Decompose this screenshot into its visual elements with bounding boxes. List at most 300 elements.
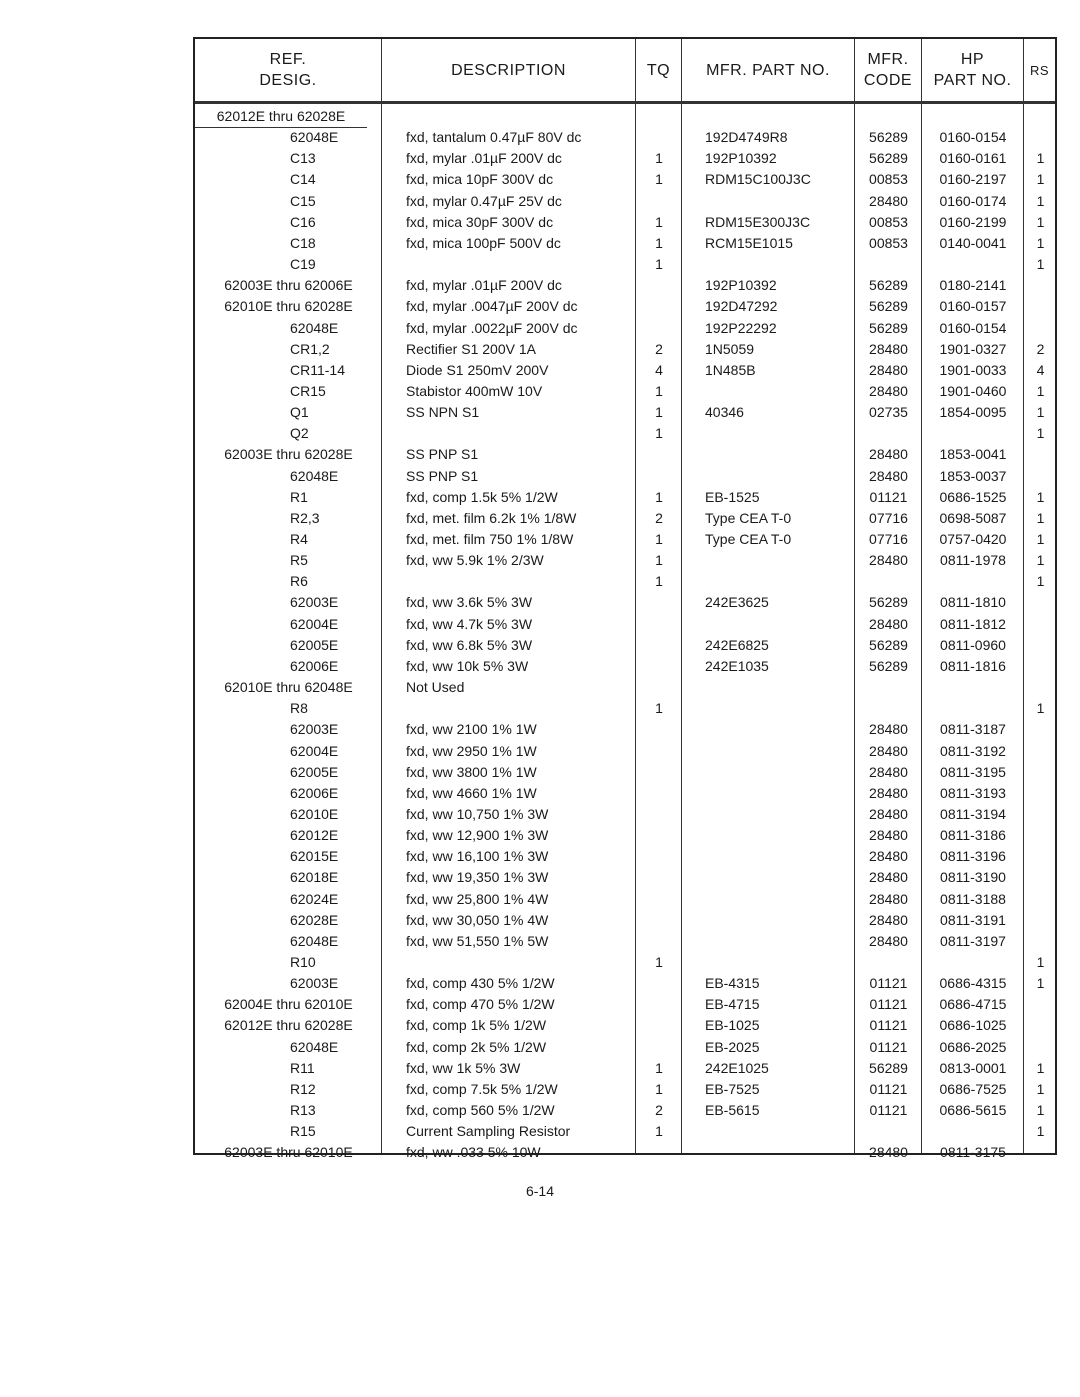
cell-mfr-code: 28480 [869,890,908,907]
cell-description: fxd, ww 51,550 1% 5W [406,932,549,949]
cell-ref-desig: C16 [290,213,316,230]
table-row [195,1037,1055,1058]
cell-mfr-part-no: Type CEA T-0 [705,531,792,547]
cell-ref-desig: 62012E [290,827,339,844]
cell-ref-desig: R2,3 [290,509,320,526]
cell-ref-desig: R6 [290,573,308,590]
cell-mfr-code: 28480 [869,340,908,357]
cell-mfr-code: 56289 [869,319,908,336]
cell-description: SS NPN S1 [406,404,480,421]
cell-ref-desig: R10 [290,954,316,970]
table-row [195,910,1055,931]
cell-mfr-code: 01121 [869,996,908,1013]
header-text: CODE [863,72,913,89]
table-row [195,592,1055,613]
table-row [195,762,1055,783]
cell-description: fxd, mylar .0022µF 200V dc [406,319,578,336]
table-row [195,508,1055,529]
cell-mfr-part-no: 192D47292 [705,298,778,315]
cell-description: SS PNP S1 [406,446,479,463]
cell-ref-desig: R15 [290,1123,316,1140]
cell-hp-part-no: 0811-1812 [940,615,1006,632]
cell-total-qty: 1 [655,573,663,590]
cell-description: fxd, ww 16,100 1% 3W [406,848,549,865]
cell-mfr-code: 28480 [869,192,908,209]
cell-hp-part-no: 0811-3175 [940,1144,1006,1161]
cell-ref-desig: C18 [290,234,316,251]
table-row [195,191,1055,212]
header-text: DESCRIPTION [451,61,566,79]
cell-mfr-code: 01121 [869,975,908,992]
cell-total-qty: 1 [655,700,663,717]
table-row [195,444,1055,465]
cell-ref-desig: C14 [290,171,316,188]
cell-total-qty: 1 [655,531,663,547]
cell-mfr-code: 56289 [869,657,908,674]
cell-recommended-spares: 1 [1036,234,1045,251]
cell-description: fxd, mica 10pF 300V dc [406,171,554,188]
cell-total-qty: 1 [655,404,663,421]
cell-ref-desig: 62010E thru 62048E [224,679,353,696]
table-row [195,1079,1055,1100]
cell-hp-part-no: 0811-3187 [940,721,1006,738]
cell-description: fxd, ww 5.9k 1% 2/3W [406,552,544,569]
header-text: PART NO. [933,72,1012,89]
cell-ref-desig: R5 [290,552,308,569]
cell-hp-part-no: 0811-3196 [940,848,1006,865]
cell-mfr-part-no: 192P10392 [705,277,777,294]
header-rs [1024,39,1055,101]
cell-ref-desig: 62048E [290,1038,339,1055]
cell-ref-desig: 62003E thru 62028E [224,446,353,463]
cell-ref-desig: 62048E [290,129,339,146]
cell-ref-desig: 62024E [290,890,339,907]
cell-description: fxd, ww 2950 1% 1W [406,742,537,759]
cell-mfr-code: 28480 [869,784,908,801]
header-hp-part-no [922,39,1023,101]
cell-hp-part-no: 0698-5087 [939,509,1007,526]
cell-hp-part-no: 0686-4315 [939,975,1007,992]
table-row [195,614,1055,635]
cell-recommended-spares: 1 [1036,975,1045,992]
cell-hp-part-no: 0140-0041 [939,234,1007,251]
cell-mfr-code: 01121 [869,1038,908,1055]
cell-mfr-part-no: 40346 [705,404,744,421]
table-row [195,212,1055,233]
table-header [195,39,1055,104]
header-text: HP [960,51,985,68]
cell-total-qty: 1 [655,1059,663,1076]
cell-mfr-code: 56289 [869,594,908,611]
cell-recommended-spares: 1 [1036,1080,1045,1097]
cell-mfr-part-no: EB-1525 [705,488,760,505]
cell-mfr-part-no: EB-5615 [705,1102,760,1119]
cell-ref-desig: R12 [290,1080,316,1097]
cell-mfr-code: 28480 [869,1144,908,1161]
cell-mfr-code: 28480 [869,911,908,928]
cell-total-qty: 1 [655,171,663,188]
cell-mfr-code: 00853 [869,171,908,188]
table-row [195,1121,1055,1142]
cell-hp-part-no: 0811-1810 [940,594,1006,611]
table-row [195,318,1055,339]
cell-ref-desig: 62018E [290,869,339,886]
table-row [195,1015,1055,1036]
cell-description: fxd, comp 430 5% 1/2W [406,975,555,992]
cell-description: fxd, ww 1k 5% 3W [406,1059,521,1076]
cell-description: fxd, ww 4660 1% 1W [406,784,537,801]
cell-ref-desig: 62004E [290,742,339,759]
cell-hp-part-no: 1853-0041 [939,446,1007,463]
cell-description: fxd, mylar .0047µF 200V dc [406,298,578,315]
cell-description: fxd, ww 25,800 1% 4W [406,890,549,907]
cell-hp-part-no: 0811-3191 [940,911,1006,928]
cell-recommended-spares: 1 [1036,382,1045,399]
cell-hp-part-no: 0757-0420 [939,531,1007,547]
cell-ref-desig: 62005E [290,763,339,780]
cell-recommended-spares: 1 [1036,192,1045,209]
table-row [195,339,1055,360]
cell-hp-part-no: 0686-5615 [939,1102,1007,1119]
table-row [195,148,1055,169]
cell-hp-part-no: 0686-7525 [939,1080,1007,1097]
cell-recommended-spares: 1 [1036,531,1045,547]
cell-description: fxd, ww 12,900 1% 3W [406,827,549,844]
cell-ref-desig: 62012E thru 62028E [224,1017,353,1034]
cell-mfr-code: 56289 [869,277,908,294]
table-row [195,846,1055,867]
cell-mfr-part-no: 242E3625 [705,594,769,611]
cell-mfr-code: 01121 [869,1102,908,1119]
cell-mfr-code: 28480 [869,742,908,759]
cell-total-qty: 1 [655,1123,663,1140]
cell-mfr-code: 28480 [869,932,908,949]
cell-mfr-code: 28480 [869,827,908,844]
cell-mfr-part-no: 242E1025 [705,1059,769,1076]
cell-mfr-code: 28480 [869,848,908,865]
cell-recommended-spares: 2 [1036,340,1045,357]
table-row [195,423,1055,444]
cell-total-qty: 1 [655,213,663,230]
cell-total-qty: 2 [655,340,663,357]
table-row [195,381,1055,402]
cell-mfr-part-no: 1N5059 [705,340,755,357]
cell-description: fxd, tantalum 0.47µF 80V dc [406,129,582,146]
table-row [195,994,1055,1015]
cell-hp-part-no: 0811-3197 [940,932,1006,949]
cell-ref-desig: R1 [290,488,308,505]
table-row [195,804,1055,825]
cell-ref-desig: 62015E [290,848,339,865]
cell-mfr-part-no: EB-4315 [705,975,760,992]
cell-hp-part-no: 0686-4715 [939,996,1007,1013]
table-row [195,719,1055,740]
header-text: RS [1029,62,1050,78]
table-row [195,1100,1055,1121]
cell-mfr-code: 02735 [869,404,908,421]
cell-total-qty: 1 [655,488,663,505]
cell-mfr-code: 00853 [869,213,908,230]
cell-description: Diode S1 250mV 200V [406,361,549,378]
cell-ref-desig: C13 [290,150,316,167]
cell-description: fxd, comp 7.5k 5% 1/2W [406,1080,558,1097]
cell-ref-desig: CR11-14 [290,361,345,378]
table-row [195,529,1055,550]
cell-recommended-spares: 4 [1036,361,1045,378]
cell-ref-desig: Q2 [290,425,309,442]
cell-ref-desig: 62004E thru 62010E [224,996,353,1013]
cell-recommended-spares: 1 [1036,256,1045,273]
cell-total-qty: 1 [655,552,663,569]
table-row [195,867,1055,888]
cell-mfr-part-no: 192P10392 [705,150,777,167]
cell-hp-part-no: 0160-0161 [939,150,1007,167]
cell-description: fxd, met. film 750 1% 1/8W [406,531,574,547]
cell-description: fxd, mica 30pF 300V dc [406,213,554,230]
cell-hp-part-no: 0811-1978 [940,552,1006,569]
cell-recommended-spares: 1 [1036,573,1045,590]
header-text: MFR. [867,51,909,68]
cell-recommended-spares: 1 [1036,954,1045,970]
table-row [195,233,1055,254]
table-row [195,1058,1055,1079]
cell-hp-part-no: 0160-0154 [939,319,1007,336]
cell-hp-part-no: 0811-3194 [940,805,1006,822]
cell-ref-desig: R11 [290,1059,315,1076]
cell-hp-part-no: 0811-0960 [940,636,1006,653]
cell-mfr-code: 28480 [869,869,908,886]
cell-mfr-code: 28480 [869,467,908,484]
cell-description: fxd, comp 1k 5% 1/2W [406,1017,547,1034]
cell-recommended-spares: 1 [1036,213,1045,230]
cell-ref-desig: 62003E thru 62010E [224,1144,353,1161]
table-row [195,360,1055,381]
cell-recommended-spares: 1 [1036,700,1045,717]
cell-mfr-code: 56289 [869,1059,908,1076]
cell-mfr-part-no: EB-1025 [705,1017,760,1034]
cell-recommended-spares: 1 [1036,1102,1045,1119]
cell-ref-desig: 62028E [290,911,339,928]
cell-recommended-spares: 1 [1036,1123,1045,1140]
cell-mfr-code: 28480 [869,382,908,399]
cell-ref-desig: 62012E thru 62028E [195,106,367,128]
cell-mfr-code: 28480 [869,805,908,822]
cell-mfr-part-no: 242E1035 [705,657,769,674]
cell-ref-desig: CR1,2 [290,340,330,357]
cell-ref-desig: 62003E [290,975,339,992]
table-row [195,296,1055,317]
cell-mfr-code: 28480 [869,615,908,632]
cell-description: fxd, ww 2100 1% 1W [406,721,537,738]
cell-total-qty: 1 [655,234,663,251]
cell-hp-part-no: 0811-3188 [940,890,1006,907]
cell-description: fxd, mylar .01µF 200V dc [406,277,562,294]
cell-mfr-code: 56289 [869,298,908,315]
cell-recommended-spares: 1 [1036,171,1045,188]
cell-description: fxd, comp 560 5% 1/2W [406,1102,555,1119]
cell-mfr-code: 01121 [869,1080,908,1097]
cell-total-qty: 1 [655,256,663,273]
cell-mfr-part-no: EB-7525 [705,1080,760,1097]
cell-ref-desig: 62010E [290,805,339,822]
cell-description: fxd, comp 2k 5% 1/2W [406,1038,547,1055]
cell-mfr-code: 01121 [869,488,908,505]
cell-hp-part-no: 0686-2025 [939,1038,1007,1055]
cell-hp-part-no: 0160-2197 [939,171,1007,188]
page-number: 6-14 [525,1183,555,1199]
cell-ref-desig: 62003E [290,594,339,611]
cell-ref-desig: C15 [290,192,316,209]
table-row [195,889,1055,910]
cell-recommended-spares: 1 [1036,1059,1045,1076]
cell-description: fxd, comp 470 5% 1/2W [406,996,555,1013]
cell-ref-desig: 62005E [290,636,339,653]
cell-recommended-spares: 1 [1036,509,1045,526]
header-text: TQ [646,61,671,79]
table-row [195,127,1055,148]
cell-ref-desig: 62010E thru 62028E [224,298,353,315]
header-text: REF. [269,51,307,68]
cell-hp-part-no: 0811-3195 [940,763,1006,780]
table-row [195,741,1055,762]
cell-total-qty: 1 [655,954,663,970]
cell-mfr-part-no: 192D4749R8 [705,129,788,146]
cell-description: fxd, ww 6.8k 5% 3W [406,636,533,653]
cell-ref-desig: 62048E [290,467,339,484]
cell-description: fxd, comp 1.5k 5% 1/2W [406,488,558,505]
cell-total-qty: 4 [655,361,663,378]
cell-description: fxd, mylar 0.47µF 25V dc [406,192,562,209]
cell-description: fxd, ww 19,350 1% 3W [406,869,549,886]
cell-total-qty: 1 [655,150,663,167]
cell-mfr-code: 28480 [869,361,908,378]
cell-ref-desig: Q1 [290,404,309,421]
table-row [195,677,1055,698]
cell-ref-desig: 62048E [290,319,339,336]
header-mfr-code [855,39,921,101]
cell-mfr-code: 56289 [869,150,908,167]
cell-hp-part-no: 0160-2199 [939,213,1007,230]
cell-ref-desig: 62004E [290,615,339,632]
cell-mfr-code: 07716 [869,509,908,526]
table-row [195,656,1055,677]
cell-recommended-spares: 1 [1036,552,1045,569]
cell-hp-part-no: 1901-0327 [939,340,1007,357]
cell-ref-desig: 62003E [290,721,339,738]
cell-hp-part-no: 1901-0033 [939,361,1007,378]
table-row [195,402,1055,423]
cell-description: fxd, ww 4.7k 5% 3W [406,615,533,632]
cell-mfr-part-no: RCM15E1015 [705,234,793,251]
cell-hp-part-no: 1854-0095 [939,404,1007,421]
cell-recommended-spares: 1 [1036,488,1045,505]
cell-recommended-spares: 1 [1036,404,1045,421]
cell-description: fxd, mica 100pF 500V dc [406,234,561,251]
cell-ref-desig: R13 [290,1102,316,1119]
cell-ref-desig: 62006E [290,657,339,674]
cell-mfr-part-no: RDM15C100J3C [705,171,811,188]
cell-ref-desig: 62003E thru 62006E [224,277,353,294]
cell-hp-part-no: 0160-0174 [939,192,1007,209]
table-row [195,783,1055,804]
cell-description: fxd, ww .033 5% 10W [406,1144,541,1161]
table-row [195,952,1055,973]
cell-description: fxd, ww 3800 1% 1W [406,763,537,780]
cell-ref-desig: CR15 [290,382,326,399]
cell-mfr-code: 28480 [869,552,908,569]
table-row [195,698,1055,719]
table-row [195,1142,1055,1163]
cell-description: fxd, ww 10,750 1% 3W [406,805,549,822]
cell-mfr-part-no: EB-2025 [705,1038,760,1055]
cell-mfr-code: 56289 [869,636,908,653]
cell-hp-part-no: 0811-1816 [940,657,1006,674]
table-row [195,931,1055,952]
header-mfr-part-no [682,39,854,101]
cell-hp-part-no: 0813-0001 [939,1059,1007,1076]
cell-recommended-spares: 1 [1036,425,1045,442]
table-row [195,254,1055,275]
table-row [195,825,1055,846]
table-row [195,466,1055,487]
table-row [195,106,1055,127]
header-tq [636,39,681,101]
table-row [195,550,1055,571]
cell-total-qty: 1 [655,382,663,399]
table-row [195,487,1055,508]
cell-description: fxd, met. film 6.2k 1% 1/8W [406,509,577,526]
cell-mfr-code: 00853 [869,234,908,251]
cell-mfr-code: 28480 [869,721,908,738]
cell-ref-desig: 62048E [290,932,339,949]
table-row [195,169,1055,190]
cell-description: Not Used [406,679,465,696]
cell-mfr-code: 07716 [869,531,908,547]
cell-total-qty: 1 [655,1080,663,1097]
cell-mfr-part-no: Type CEA T-0 [705,509,792,526]
cell-hp-part-no: 0160-0157 [939,298,1007,315]
cell-description: fxd, ww 30,050 1% 4W [406,911,549,928]
cell-mfr-code: 56289 [869,129,908,146]
cell-total-qty: 1 [655,425,663,442]
cell-ref-desig: 62006E [290,784,339,801]
cell-total-qty: 2 [655,1102,663,1119]
cell-ref-desig: C19 [290,256,316,273]
cell-description: Rectifier S1 200V 1A [406,340,536,357]
cell-description: fxd, ww 3.6k 5% 3W [406,594,533,611]
cell-hp-part-no: 0811-3190 [940,869,1006,886]
table-row [195,275,1055,296]
cell-hp-part-no: 1853-0037 [939,467,1007,484]
cell-hp-part-no: 0686-1525 [939,488,1007,505]
cell-mfr-part-no: EB-4715 [705,996,760,1013]
cell-total-qty: 2 [655,509,663,526]
table-row [195,973,1055,994]
cell-hp-part-no: 1901-0460 [939,382,1007,399]
cell-hp-part-no: 0811-3193 [940,784,1006,801]
cell-description: Stabistor 400mW 10V [406,382,543,399]
header-text: DESIG. [259,72,317,89]
cell-description: fxd, ww 10k 5% 3W [406,657,529,674]
cell-ref-desig: R8 [290,700,308,717]
cell-hp-part-no: 0180-2141 [939,277,1007,294]
cell-hp-part-no: 0811-3186 [940,827,1006,844]
cell-mfr-code: 28480 [869,763,908,780]
cell-mfr-part-no: 192P22292 [705,319,777,336]
cell-ref-desig: R4 [290,531,308,547]
header-ref-desig [195,39,381,101]
cell-mfr-part-no: RDM15E300J3C [705,213,811,230]
